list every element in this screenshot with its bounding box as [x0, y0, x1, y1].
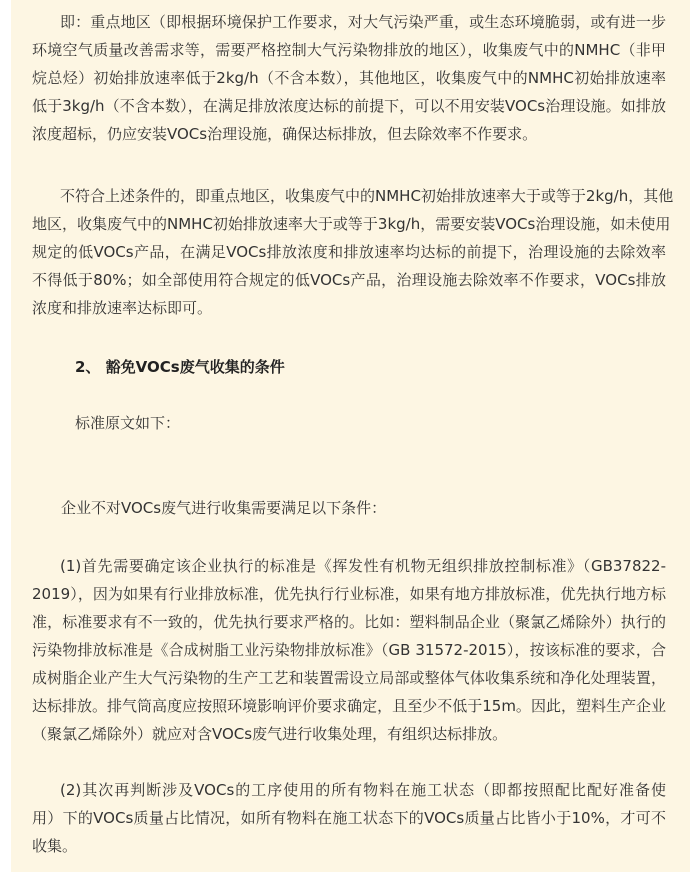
text-line: （聚氯乙烯除外）就应对含VOCs废气进行收集处理，有组织达标排放。	[32, 725, 508, 743]
text-line: (1)首先需要确定该企业执行的标准是《挥发性有机物无组织排放控制标准》（GB37822-	[60, 557, 666, 575]
text-line: 低于3kg/h（不含本数），在满足排放浓度达标的前提下，可以不用安装VOCs治理设施。如排放	[32, 97, 666, 115]
paragraph-condition-2	[32, 776, 666, 860]
paragraph-non-compliant	[32, 182, 674, 322]
text-line: 污染物排放标准是《合成树脂工业污染物排放标准》（GB 31572-2015），按该标准的要求，合	[32, 641, 666, 659]
text-line: 规定的低VOCs产品，在满足VOCs排放浓度和排放速率均达标的前提下，治理设施的去除效率	[32, 243, 666, 261]
text-line: 达标排放。排气筒高度应按照环境影响评价要求确定，且至少不低于15m。因此，塑料生产企业	[32, 697, 666, 715]
text-line: 收集。	[32, 837, 78, 855]
text-line: 成树脂企业产生大气污染物的生产工艺和装置需设立局部或整体气体收集系统和净化处理装置，	[32, 669, 666, 687]
text-line: 浓度和排放速率达标即可。	[32, 299, 213, 317]
intro-text: 标准原文如下：	[75, 414, 181, 432]
text-line: 不符合上述条件的，即重点地区，收集废气中的NMHC初始排放速率大于或等于2kg/h，其他	[60, 187, 674, 205]
text-line: 浓度超标，仍应安装VOCs治理设施，确保达标排放，但去除效率不作要求。	[32, 125, 538, 143]
text-line: (2)其次再判断涉及VOCs的工序使用的所有物料在施工状态（即都按照配比配好准备使	[60, 781, 666, 799]
text-line: 2019），因为如果有行业排放标准，优先执行行业标准，如果有地方排放标准，优先执行地方标	[32, 585, 666, 603]
text-line: 地区，收集废气中的NMHC初始排放速率大于或等于3kg/h，需要安装VOCs治理设施，如未使用	[32, 215, 671, 233]
text-line: 即：重点地区（即根据环境保护工作要求，对大气污染严重，或生态环境脆弱，或有进一步	[60, 13, 666, 31]
paragraph-condition-1	[32, 552, 666, 748]
text-line: 不得低于80%；如全部使用符合规定的低VOCs产品，治理设施去除效率不作要求，VOCs排放	[32, 271, 666, 289]
text-line: 烷总烃）初始排放速率低于2kg/h（不含本数），其他地区，收集废气中的NMHC初始排放速率	[32, 69, 666, 87]
text-line: 准，标准要求有不一致的，优先执行要求严格的。比如：塑料制品企业（聚氯乙烯除外）执行的	[32, 613, 666, 631]
section-heading: 2、 豁免VOCs废气收集的条件	[75, 358, 285, 376]
paragraph-key-areas	[32, 8, 666, 148]
conditions-intro: 企业不对VOCs废气进行收集需要满足以下条件：	[61, 499, 387, 517]
text-line: 用）下的VOCs质量占比情况，如所有物料在施工状态下的VOCs质量占比皆小于10%，才可不	[32, 809, 666, 827]
text-line: 环境空气质量改善需求等，需要严格控制大气污染物排放的地区），收集废气中的NMHC（非甲	[32, 41, 666, 59]
